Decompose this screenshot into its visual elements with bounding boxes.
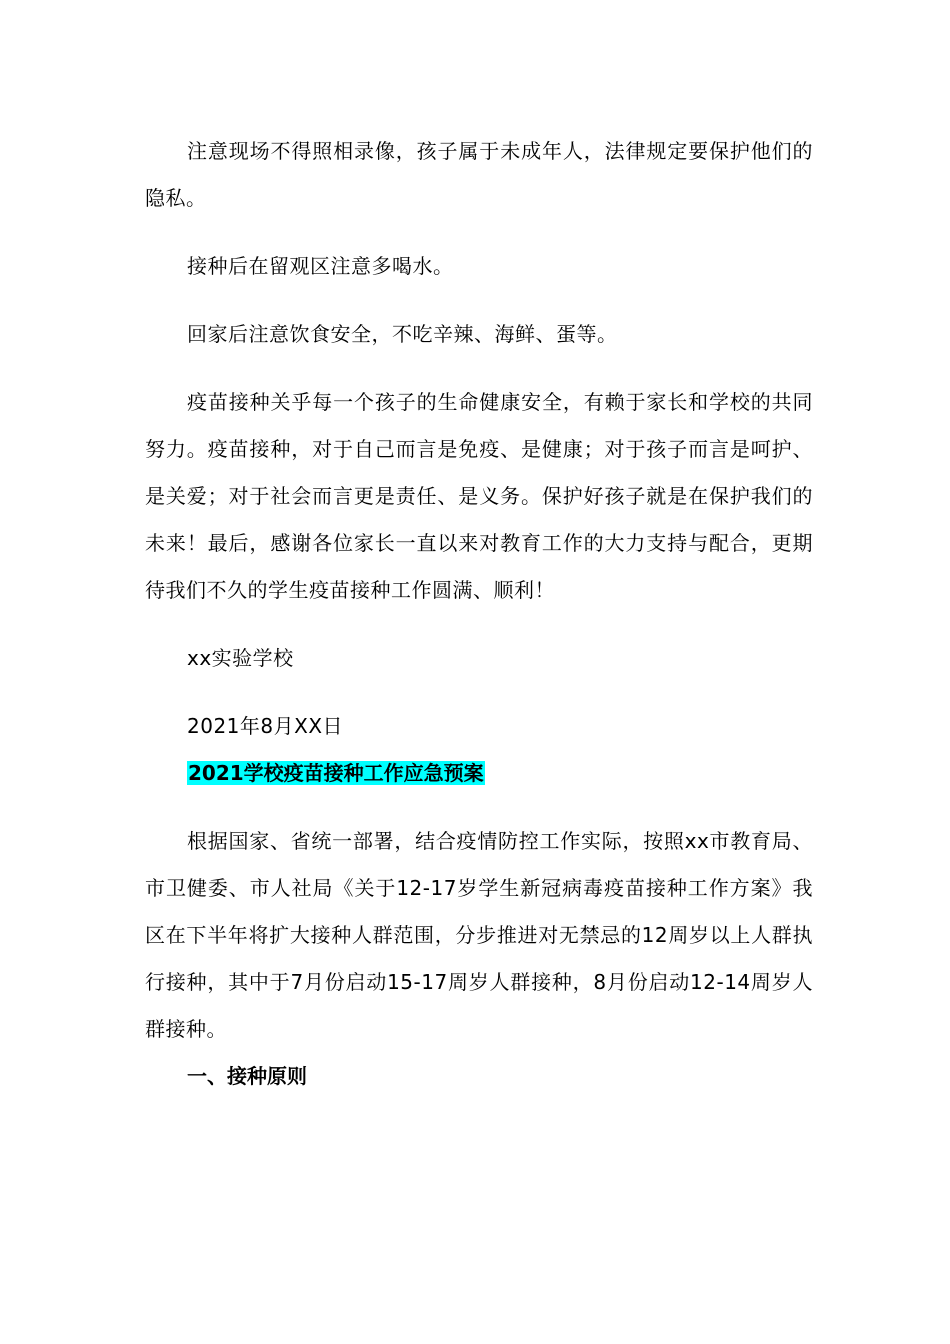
paragraph-diet-safety: 回家后注意饮食安全，不吃辛辣、海鲜、蛋等。 [187,322,618,346]
document-body [145,128,813,1100]
paragraph-closing-remarks: 疫苗接种关乎每一个孩子的生命健康安全，有赖于家长和学校的共同努力。疫苗接种，对于自己而言是免疫、是健康；对于孩子而言是呵护、是关爱；对于社会而言更是责任、是义务。保护好孩子就是在保护我们的未来！最后，感谢各位家长一直以来对教育工作的大力支持与配合，更期待我们不久的学生疫苗接种工作圆满、顺利！ [145,390,813,602]
paragraph-drink-water: 接种后在留观区注意多喝水。 [187,254,454,278]
signature-date: 2021年8月XX日 [187,714,344,738]
paragraph-deployment-background: 根据国家、省统一部署，结合疫情防控工作实际，按照xx市教育局、市卫健委、市人社局《关于12-17岁学生新冠病毒疫苗接种工作方案》我区在下半年将扩大接种人群范围，分步推进对无禁忌的12周岁以上人群执行接种，其中于7月份启动15-17周岁人群接种，8月份启动12-14周岁人群接种。 [145,829,813,1041]
signature-school: xx实验学校 [187,646,294,670]
section-title-highlight: 2021学校疫苗接种工作应急预案 [188,761,484,785]
paragraph-privacy-notice: 注意现场不得照相录像，孩子属于未成年人，法律规定要保护他们的隐私。 [145,139,813,210]
subheading-vaccination-principles: 一、接种原则 [187,1064,307,1088]
section-title [145,750,813,797]
